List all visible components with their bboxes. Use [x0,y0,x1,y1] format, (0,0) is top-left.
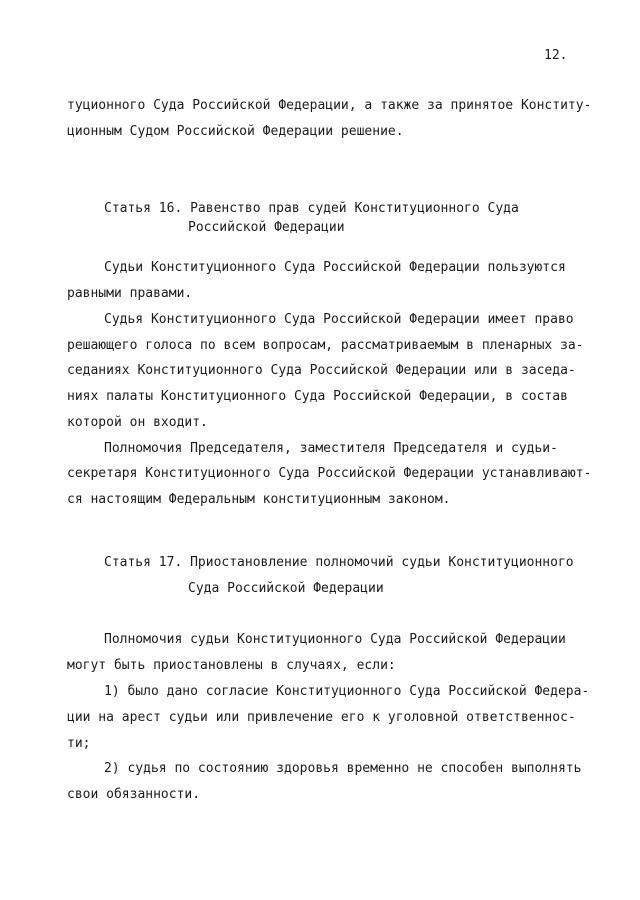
text-line: ции на арест судьи или привлечение его к уголовной ответственнос- [67,710,576,725]
text-line: которой он входит. [67,415,208,430]
text-line: Полномочия Председателя, заместителя Председателя и судьи- [104,441,558,456]
text-line: могут быть приостановлены в случаях, если: [67,658,396,673]
text-line: ти; [67,736,91,751]
heading-line: Российской Федерации [188,220,345,235]
text-line: секретаря Конституционного Суда Российской Федерации устанавливают- [67,466,592,481]
text-line: Судьи Конституционного Суда Российской Федерации пользуются [104,260,566,275]
text-line: свои обязанности. [67,787,201,802]
heading-line: Статья 16. Равенство прав судей Конституционного Суда [104,201,519,216]
page-number: 12. [544,48,568,63]
text-line: 2) судья по состоянию здоровья временно не способен выполнять [104,761,582,776]
text-line: 1) было дано согласие Конституционного Суда Российской Федера- [104,684,590,699]
text-line: ниях палаты Конституционного Суда Российской Федерации, в состав [67,389,568,404]
text-line: равными правами. [67,286,193,301]
text-line: Полномочия судьи Конституционного Суда Российской Федерации [104,632,566,647]
text-line: решающего голоса по всем вопросам, рассматриваемым в пленарных за- [67,338,584,353]
heading-line: Суда Российской Федерации [188,581,384,596]
text-line: Судья Конституционного Суда Российской Федерации имеет право [104,312,574,327]
text-line: туционного Суда Российской Федерации, а также за принятое Конститу- [67,98,592,113]
text-line: седаниях Конституционного Суда Российской Федерации или в заседа- [67,363,576,378]
text-line: ционным Судом Российской Федерации решение. [67,124,404,139]
text-line: ся настоящим Федеральным конституционным законом. [67,492,451,507]
heading-line: Статья 17. Приостановление полномочий судьи Конституционного [104,555,574,570]
